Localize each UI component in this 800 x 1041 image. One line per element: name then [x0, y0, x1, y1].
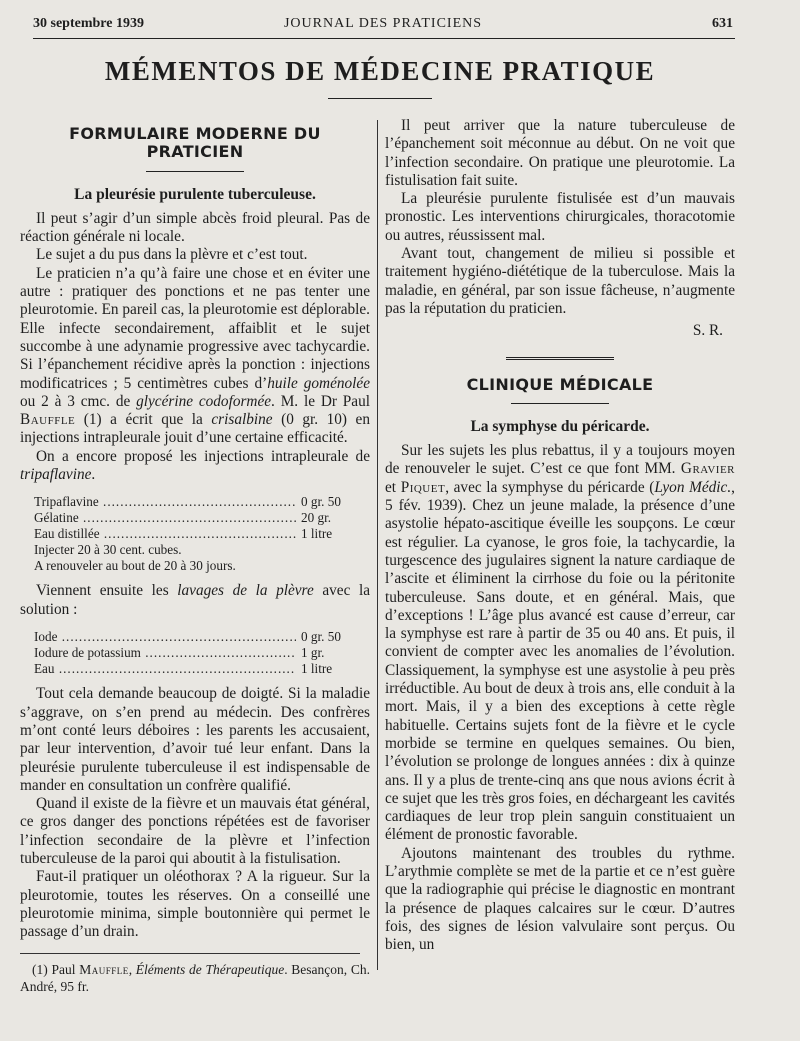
- paragraph: On a encore proposé les injections intrapleurale de tripaflavine.: [20, 447, 370, 484]
- paragraph: Sur les sujets les plus rebattus, il y a toujours moyen de renouveler le sujet. C’est ce que font MM. Gravier et Piquet, avec la symphyse du péricarde (Lyon Médic., 5 fév. 1939). Chez un jeune malade, la présence d’une asystolie hépato-ascitique éveille les soupçons. Le cœur est régulier. La cyanose, le gros foie, la tachycardie, la turgescence des jugulaires signent la nature cardiaque de l’ascite et éliminent la cirrhose du foie ou la péritonite tuberculeuse. Sans doute, et en général. Mais, que d’exceptions ! L’âge plus avancé est cause d’erreur, car la symphyse est rare à partir de 35 ou 40 ans. Et puis, il convient de compter avec les anomalies de l’évolution. Classiquement, la symphyse est une asystolie à peu près irréductible. Au bout de deux à trois ans, elle conduit à la mort. Mais, il y a bien des exceptions à cette règle habituelle. Certains sujets font de la fièvre et le cycle morbide se termine en quelques semaines. Ou bien, l’évolution se prolonge de longues années : dix à quinze ans. Il y a plus de trente-cinq ans que nous avions écrit à ce sujet que les très gros foies, en déchargeant les cavités cardiaques de leur trop plein sanguin constituaient un élément de pronostic favorable.: [385, 442, 735, 844]
- column-divider: [377, 120, 378, 970]
- formula-line: Gélatine ..... 20 gr.: [34, 510, 370, 526]
- right-column: [385, 117, 735, 954]
- footnote-rule: [20, 953, 360, 954]
- formula-iode: [34, 629, 370, 676]
- paragraph: Viennent ensuite les lavages de la plèvre avec la solution :: [20, 582, 370, 618]
- footnote: (1) Paul Mauffle, Éléments de Thérapeutique. Besançon, Ch. André, 95 fr.: [20, 962, 370, 994]
- page-number: 631: [712, 16, 733, 31]
- formula-note: Injecter 20 à 30 cent. cubes.: [34, 541, 182, 557]
- paragraph: Quand il existe de la fièvre et un mauvais état général, ce gros danger des ponctions répétées est de favoriser l’infection secondaire de la plèvre et l’infection tuberculeuse de la paroi qui aboutit à la fistulisation.: [20, 795, 370, 867]
- paragraph: Le sujet a du pus dans la plèvre et c’est tout.: [36, 246, 308, 264]
- formula-note: A renouveler au bout de 20 à 30 jours.: [34, 557, 236, 573]
- article-subtitle: La pleurésie purulente tuberculeuse.: [74, 185, 316, 203]
- title-rule: [328, 98, 432, 99]
- paragraph: Ajoutons maintenant des troubles du rythme. L’arythmie complète se met de la partie et ce n’est guère que la radiographie qui précise le diagnostic en montrant la présence de plaques calcaires sur le cœur. D’autres fois, des signes de lésion valvulaire sont perçus. Ou bien, un: [385, 844, 735, 954]
- page-title: MÉMENTOS DE MÉDECINE PRATIQUE: [104, 56, 656, 86]
- formula-line: Eau distillée ..... 1 litre: [34, 526, 370, 542]
- issue-date: 30 septembre 1939: [33, 16, 144, 31]
- paragraph: Il peut arriver que la nature tuberculeuse de l’épanchement soit méconnue au début. On ne voit que l’infection secondaire. On pratique une pleurotomie. La fistulisation fait suite.: [385, 117, 735, 189]
- formula-line: Iodure de potassium ..... 1 gr.: [34, 645, 370, 661]
- section-title-clinique: CLINIQUE MÉDICALE: [466, 374, 654, 394]
- formula-tripaflavine: [34, 494, 370, 573]
- formula-line: Tripaflavine ..... 0 gr. 50: [34, 494, 370, 510]
- section-rule: [511, 403, 609, 404]
- author-name: Mauffle: [79, 962, 129, 978]
- left-column: [20, 117, 370, 995]
- paragraph: Tout cela demande beaucoup de doigté. Si la maladie s’aggrave, on s’en prend au médecin. Des confrères m’ont conté leurs déboires : les parents les accusaient, par leur intervention, d’avoir tué leur enfant. Dans la pleurésie purulente tuberculeuse il est indispensable de mander en consultation un confrère qualifié.: [20, 685, 370, 794]
- running-header: [33, 16, 733, 36]
- formula-line: Eau ..... 1 litre: [34, 661, 370, 677]
- paragraph: La pleurésie purulente fistulisée est d’un mauvais pronostic. Les interventions chirurgicales, thoracotomie ou autres, réussissent mal.: [385, 190, 735, 244]
- journal-name: JOURNAL DES PRATICIENS: [283, 16, 483, 31]
- signature: S. R.: [692, 322, 723, 340]
- paragraph: Faut-il pratiquer un oléothorax ? A la rigueur. Sur la pleurotomie, toutes les réserves. On a conseillé une pleurotomie minima, simple boutonnière qui permet le passage d’un drain.: [20, 868, 370, 941]
- author-name: Piquet: [400, 478, 446, 496]
- paragraph: Il peut s’agir d’un simple abcès froid pleural. Pas de réaction générale ni locale.: [20, 209, 370, 246]
- paragraph: Le praticien n’a qu’à faire une chose et en éviter une autre : pratiquer des ponctions et ne pas tenter une pleurotomie. En pareil cas, la pleurotomie est déplorable. Elle infecte secondairement, affaiblit et le sujet succombe à une adynamie progressive avec tachycardie. Si l’épanchement récidive après la ponction : injections modificatrices ; 5 centimètres cubes d’huile goménolée ou 2 à 3 cmc. de glycérine codoformée. M. le Dr Paul Bauffle (1) a écrit que la crisalbine (0 gr. 10) en injections intrapleurale jouit d’une certaine efficacité.: [20, 264, 371, 447]
- italic-term: lavages de la plèvre: [177, 582, 314, 600]
- section-rule: [146, 171, 244, 172]
- italic-term: glycérine codoformée: [136, 392, 272, 410]
- italic-term: tripaflavine: [20, 466, 92, 484]
- italic-term: huile goménolée: [267, 374, 370, 392]
- article-subtitle: La symphyse du péricarde.: [470, 417, 650, 435]
- italic-term: Éléments de Thérapeutique: [135, 962, 285, 978]
- paragraph: Avant tout, changement de milieu si possible et traitement hygiéno-diététique de la tuberculose. Mais la maladie, en général, par son issue fâcheuse, n’augmente pas la réputation du praticien.: [385, 245, 735, 317]
- header-rule: [33, 38, 735, 39]
- formula-line: Iode ..... 0 gr. 50: [34, 629, 370, 645]
- section-separator: [506, 357, 614, 362]
- section-title-formulaire: FORMULAIRE MODERNE DU PRATICIEN: [69, 124, 321, 162]
- italic-term: Lyon Médic.: [654, 478, 732, 496]
- italic-term: crisalbine: [211, 411, 273, 429]
- author-name: Gravier: [680, 460, 735, 478]
- author-name: Bauffle: [20, 411, 76, 429]
